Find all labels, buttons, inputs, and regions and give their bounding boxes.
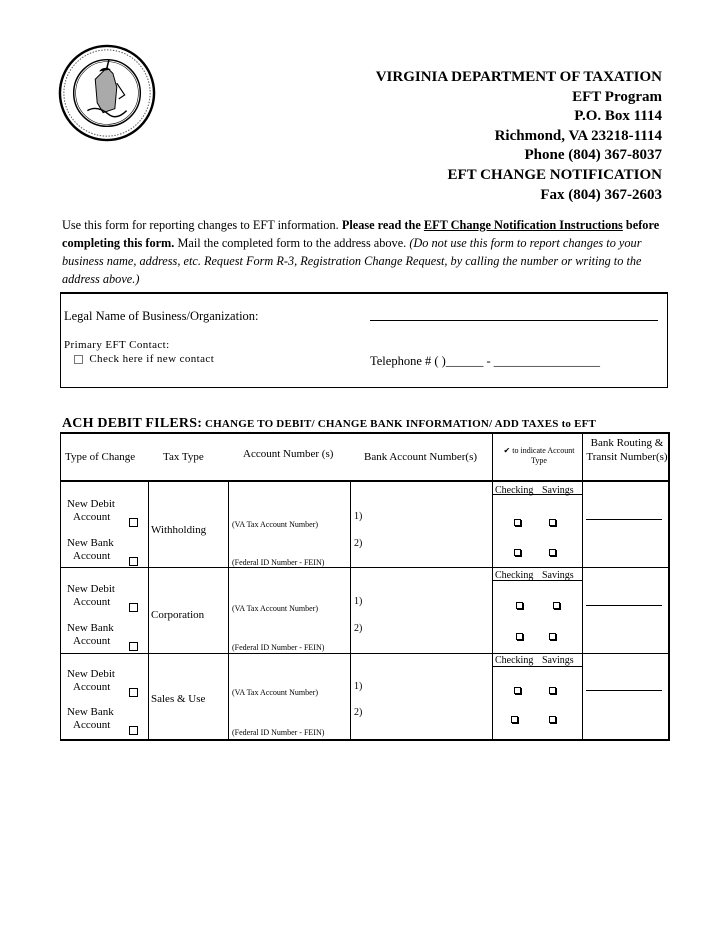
fein-field[interactable]: (Federal ID Number - FEIN) — [232, 558, 325, 567]
header-line-city: Richmond, VA 23218-1114 — [494, 127, 662, 144]
col-bank-account: Bank Account Number(s) — [364, 451, 478, 463]
va-tax-account-field[interactable]: (VA Tax Account Number) — [232, 604, 319, 613]
routing-field-1[interactable] — [586, 679, 662, 691]
savings-box-2[interactable] — [549, 543, 556, 561]
col-type-of-change: Type of Change — [65, 451, 136, 463]
new-bank-checkbox[interactable] — [129, 721, 138, 739]
col-account-type-note — [496, 446, 582, 466]
checking-label: Checking — [495, 485, 534, 496]
header-line-pobox: P.O. Box 1114 — [574, 108, 662, 125]
bank-account-2[interactable]: 2) — [354, 623, 363, 634]
col-routing: Bank Routing & Transit Number(s) — [586, 437, 668, 463]
savings-box-2[interactable] — [549, 627, 556, 645]
savings-label: Savings — [542, 655, 574, 666]
header-line-phone: Phone (804) 367-8037 — [524, 147, 662, 164]
bank-account-2[interactable]: 2) — [354, 707, 363, 718]
legal-name-label: Legal Name of Business/Organization: — [64, 309, 259, 323]
new-debit-label: New Debit — [67, 668, 115, 680]
new-contact-checkbox-row[interactable] — [74, 353, 214, 365]
agency-header — [376, 68, 662, 205]
checkmark-icon: ✔ — [503, 446, 513, 455]
telephone-field[interactable]: Telephone # ( )______ - _________________ — [370, 354, 600, 368]
intro-text-2: Mail the completed form to the address above. — [174, 236, 410, 250]
intro-paragraph — [62, 216, 668, 288]
new-bank-account-label: Account — [73, 635, 111, 647]
tax-type-corporation: Corporation — [151, 609, 205, 621]
new-bank-checkbox[interactable] — [129, 552, 138, 570]
primary-contact-label: Primary EFT Contact: — [64, 339, 170, 351]
new-contact-label: Check here if new contact — [89, 353, 215, 365]
ach-section-title — [62, 416, 596, 432]
header-line-form-title: EFT CHANGE NOTIFICATION — [447, 166, 662, 183]
bank-account-1[interactable]: 1) — [354, 511, 363, 522]
header-line-fax: Fax (804) 367-2603 — [540, 186, 662, 203]
new-debit-checkbox[interactable] — [129, 513, 138, 531]
new-debit-checkbox[interactable] — [129, 598, 138, 616]
savings-box-1[interactable] — [553, 596, 560, 614]
intro-italic-note: (Do not use this form to report changes to your business name, address, etc. Request Form R-3, Registration Change Request, by calling the number or writing to the address above.) — [62, 236, 642, 286]
new-debit-label: New Debit — [67, 498, 115, 510]
tax-type-withholding: Withholding — [151, 524, 207, 536]
new-bank-account-label: Account — [73, 719, 111, 731]
new-debit-account-label: Account — [73, 681, 111, 693]
routing-field-1[interactable] — [586, 594, 662, 606]
header-line-program: EFT Program — [572, 88, 662, 105]
virginia-seal-logo — [58, 44, 156, 142]
ach-title: ACH DEBIT FILERS: — [62, 416, 203, 431]
bank-account-1[interactable]: 1) — [354, 596, 363, 607]
new-bank-label: New Bank — [67, 537, 114, 549]
savings-label: Savings — [542, 570, 574, 581]
new-bank-checkbox[interactable] — [129, 637, 138, 655]
account-type-note-text: to indicate Account Type — [512, 446, 575, 465]
col-account-number: Account Number (s) — [243, 448, 334, 460]
intro-bold-2: before completing this form. — [62, 218, 660, 250]
ach-subtitle: CHANGE TO DEBIT/ CHANGE BANK INFORMATION/ ADD TAXES to EFT — [202, 418, 597, 430]
bank-account-1[interactable]: 1) — [354, 681, 363, 692]
savings-box-1[interactable] — [549, 681, 556, 699]
new-bank-label: New Bank — [67, 706, 114, 718]
bank-account-2[interactable]: 2) — [354, 538, 363, 549]
checking-box-2[interactable] — [511, 710, 518, 728]
savings-box-1[interactable] — [549, 513, 556, 531]
va-tax-account-field[interactable]: (VA Tax Account Number) — [232, 688, 319, 697]
new-debit-label: New Debit — [67, 583, 115, 595]
new-bank-label: New Bank — [67, 622, 114, 634]
checking-box-1[interactable] — [514, 513, 521, 531]
routing-field-1[interactable] — [586, 508, 662, 520]
intro-text-1: Use this form for reporting changes to EFT information. — [62, 218, 342, 232]
checking-box-1[interactable] — [514, 681, 521, 699]
tax-type-sales-use: Sales & Use — [151, 693, 206, 705]
savings-label: Savings — [542, 485, 574, 496]
checking-box-1[interactable] — [516, 596, 523, 614]
checking-box-2[interactable] — [516, 627, 523, 645]
header-line-agency: VIRGINIA DEPARTMENT OF TAXATION — [375, 69, 662, 85]
new-bank-account-label: Account — [73, 550, 111, 562]
new-debit-account-label: Account — [73, 511, 111, 523]
new-debit-account-label: Account — [73, 596, 111, 608]
checking-label: Checking — [495, 570, 534, 581]
fein-field[interactable]: (Federal ID Number - FEIN) — [232, 728, 325, 737]
va-tax-account-field[interactable]: (VA Tax Account Number) — [232, 520, 319, 529]
new-debit-checkbox[interactable] — [129, 683, 138, 701]
checking-label: Checking — [495, 655, 534, 666]
fein-field[interactable]: (Federal ID Number - FEIN) — [232, 643, 325, 652]
intro-bold-1: Please read the — [341, 218, 424, 232]
savings-box-2[interactable] — [549, 710, 556, 728]
instructions-link[interactable]: EFT Change Notification Instructions — [423, 218, 623, 232]
new-contact-checkbox[interactable] — [74, 355, 83, 364]
checking-box-2[interactable] — [514, 543, 521, 561]
col-tax-type: Tax Type — [163, 451, 204, 463]
legal-name-field[interactable] — [370, 306, 658, 321]
